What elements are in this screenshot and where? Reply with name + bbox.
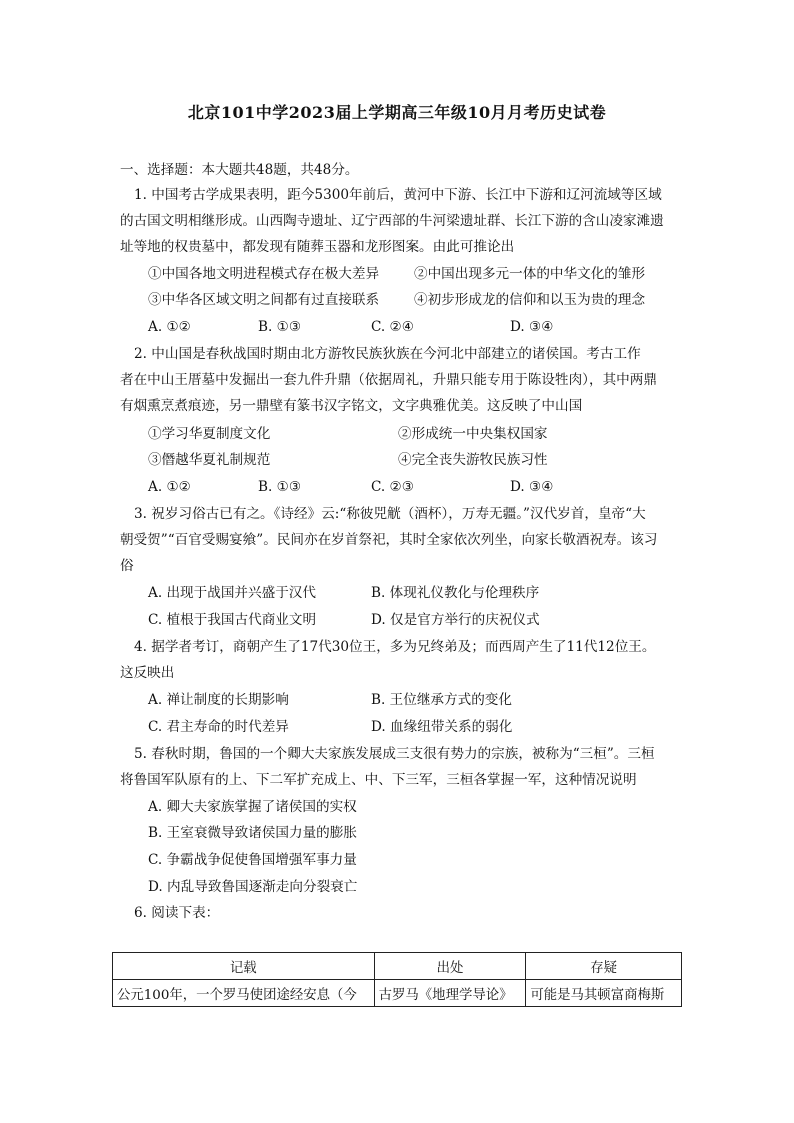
- q1-item-2: ②中国出现多元一体的中华文化的雏形: [414, 266, 646, 282]
- q1-option-a[interactable]: A. ①②: [148, 319, 191, 335]
- q1-item-4: ④初步形成龙的信仰和以玉为贵的理念: [414, 292, 646, 308]
- q2-item-3: ③僭越华夏礼制规范: [148, 452, 271, 468]
- q2-option-d[interactable]: D. ③④: [510, 479, 554, 495]
- q3-stem-line-1: 3. 祝岁习俗古已有之。《诗经》云:“称彼兕觥（酒杯），万寿无疆。”汉代岁首，皇帝“大: [134, 506, 646, 522]
- q3-option-c[interactable]: C. 植根于我国古代商业文明: [148, 612, 317, 628]
- q4-stem-line-2: 这反映出: [120, 665, 175, 681]
- q6-stem-line-1: 6. 阅读下表：: [134, 905, 220, 921]
- q2-stem-line-2: 者在中山王厝墓中发掘出一套九件升鼎（依据周礼，升鼎只能专用于陈设牲肉），其中两鼎: [120, 372, 657, 388]
- q3-stem-line-3: 俗: [120, 558, 134, 574]
- q1-stem-line-2: 的古国文明相继形成。山西陶寺遗址、辽宁西部的牛河梁遗址群、长江下游的含山凌家滩遗: [120, 213, 664, 229]
- q1-option-b[interactable]: B. ①③: [258, 319, 302, 335]
- q2-stem-line-1: 2. 中山国是春秋战国时期由北方游牧民族狄族在今河北中部建立的诸侯国。考古工作: [134, 346, 641, 362]
- q5-stem-line-2: 将鲁国军队原有的上、下二军扩充成上、中、下三军，三桓各掌握一军，这种情况说明: [120, 772, 637, 788]
- q1-stem-line-3: 址等地的权贵墓中，都发现有随葬玉器和龙形图案。由此可推论出: [120, 239, 515, 255]
- table-header-cell: 出处: [374, 953, 526, 980]
- q3-option-a[interactable]: A. 出现于战国并兴盛于汉代: [148, 585, 316, 601]
- q2-option-a[interactable]: A. ①②: [148, 479, 191, 495]
- q1-option-d[interactable]: D. ③④: [510, 319, 554, 335]
- records-table: [112, 952, 682, 1007]
- q1-stem-line-1: 1. 中国考古学成果表明，距今5300年前后，黄河中下游、长江中下游和辽河流域等区域: [134, 187, 662, 203]
- q5-stem-line-1: 5. 春秋时期，鲁国的一个卿大夫家族发展成三支很有势力的宗族，被称为“三桓”。三桓: [134, 746, 655, 762]
- q5-option-c[interactable]: C. 争霸战争促使鲁国增强军事力量: [148, 852, 357, 868]
- q2-option-c[interactable]: C. ②③: [371, 479, 414, 495]
- section-heading: 一、选择题：本大题共48题，共48分。: [120, 162, 359, 178]
- q4-stem-line-1: 4. 据学者考订，商朝产生了17代30位王，多为兄终弟及；而西周产生了11代12位王。: [134, 639, 656, 655]
- q2-item-4: ④完全丧失游牧民族习性: [398, 452, 548, 468]
- table-cell: 可能是马其顿富商梅斯: [526, 980, 682, 1007]
- q4-option-d[interactable]: D. 血缘纽带关系的弱化: [371, 719, 513, 735]
- table-header-cell: 记载: [113, 953, 375, 980]
- q3-stem-line-2: 朝受贺”“百官受赐宴飨”。民间亦在岁首祭祀，其时全家依次列坐，向家长敬酒祝寿。该习: [120, 532, 658, 548]
- q2-item-2: ②形成统一中央集权国家: [398, 426, 548, 442]
- q2-stem-line-3: 有烟熏烹煮痕迹，另一鼎壁有篆书汉字铭文，文字典雅优美。这反映了中山国: [120, 398, 583, 414]
- q4-option-b[interactable]: B. 王位继承方式的变化: [371, 692, 512, 708]
- q1-option-c[interactable]: C. ②④: [371, 319, 414, 335]
- q5-option-a[interactable]: A. 卿大夫家族掌握了诸侯国的实权: [148, 799, 357, 815]
- q3-option-b[interactable]: B. 体现礼仪教化与伦理秩序: [371, 585, 540, 601]
- table-row: [113, 980, 682, 1007]
- table-header-row: [113, 953, 682, 980]
- q4-option-c[interactable]: C. 君主寿命的时代差异: [148, 719, 289, 735]
- q3-option-d[interactable]: D. 仅是官方举行的庆祝仪式: [371, 612, 540, 628]
- table-cell: 古罗马《地理学导论》: [374, 980, 526, 1007]
- q5-option-b[interactable]: B. 王室衰微导致诸侯国力量的膨胀: [148, 825, 357, 841]
- table-header-cell: 存疑: [526, 953, 682, 980]
- q1-item-1: ①中国各地文明进程模式存在极大差异: [148, 266, 380, 282]
- q2-option-b[interactable]: B. ①③: [258, 479, 302, 495]
- q5-option-d[interactable]: D. 内乱导致鲁国逐渐走向分裂衰亡: [148, 879, 358, 895]
- table-cell: 公元100年，一个罗马使团途经安息（今: [113, 980, 375, 1007]
- q4-option-a[interactable]: A. 禅让制度的长期影响: [148, 692, 289, 708]
- q1-item-3: ③中华各区域文明之间都有过直接联系: [148, 292, 380, 308]
- page-title: 北京101中学2023届上学期高三年级10月月考历史试卷: [187, 103, 607, 122]
- q2-item-1: ①学习华夏制度文化: [148, 426, 271, 442]
